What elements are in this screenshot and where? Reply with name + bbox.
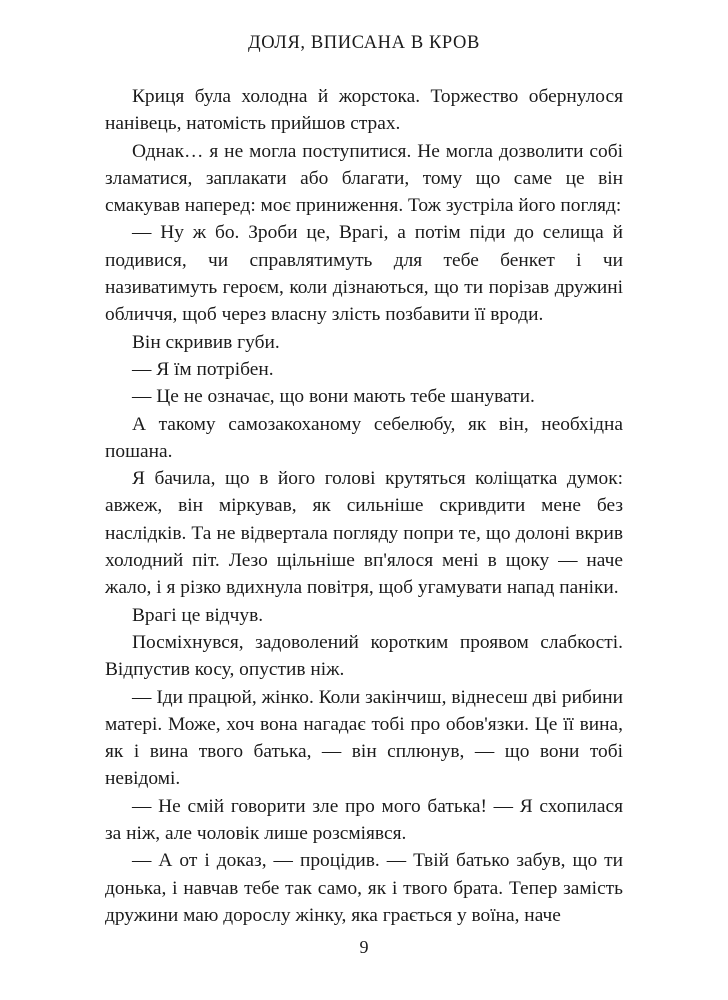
paragraph: Я бачила, що в його голові крутяться коліщатка думок: авжеж, він міркував, як сильніше скривдити мене без наслідків. Та не відвертала погляду попри те, що долоні вкрив холодний піт. Лезо щільніше вп'ялося мені в щоку — наче жало, і я різко вдихнула повітря, щоб угамувати напад паніки. [105,468,623,599]
paragraph: — А от і доказ, — процідив. — Твій батько забув, що ти донька, і навчав тебе так само, як і твого брата. Тепер замість дружини маю дорослу жінку, яка грається у воїна, наче [105,850,623,926]
paragraph: — Це не означає, що вони мають тебе шанувати. [132,386,535,408]
paragraph: — Я їм потрібен. [132,358,274,380]
paragraph: А такому самозакоханому себелюбу, як він, необхідна пошана. [105,413,623,462]
paragraph: — Іди працюй, жінко. Коли закінчиш, віднесеш дві рибини матері. Може, хоч вона нагадає тобі про обов'язки. Це її вина, як і вина твого батька, — він сплюнув, — що вони тобі невідомі. [105,686,623,790]
page-number: 9 [359,937,369,957]
paragraph: Криця була холодна й жорстока. Торжество обернулося нанівець, натомість прийшов страх. [105,86,623,135]
paragraph: Він скривив губи. [132,331,280,353]
running-head: ДОЛЯ, ВПИСАНА В КРОВ [248,33,480,53]
body-text [105,83,623,929]
paragraph: Однак… я не могла поступитися. Не могла дозволити собі зламатися, заплакати або благати, тому що саме це він смакував наперед: моє приниження. Тож зустріла його погляд: [105,140,623,217]
paragraph: — Ну ж бо. Зроби це, Врагі, а потім піди до селища й подивися, чи справлятимуть для тебе бенкет і чи називатимуть героєм, коли дізнаються, що ти порізав дружині обличчя, щоб через власну злість позбавити її вроди. [105,222,623,326]
paragraph: — Не смій говорити зле про мого батька! — Я схопилася за ніж, але чоловік лише розсміявся. [105,795,623,845]
paragraph: Врагі це відчув. [132,604,264,626]
paragraph: Посміхнувся, задоволений коротким проявом слабкості. Відпустив косу, опустив ніж. [105,631,623,681]
